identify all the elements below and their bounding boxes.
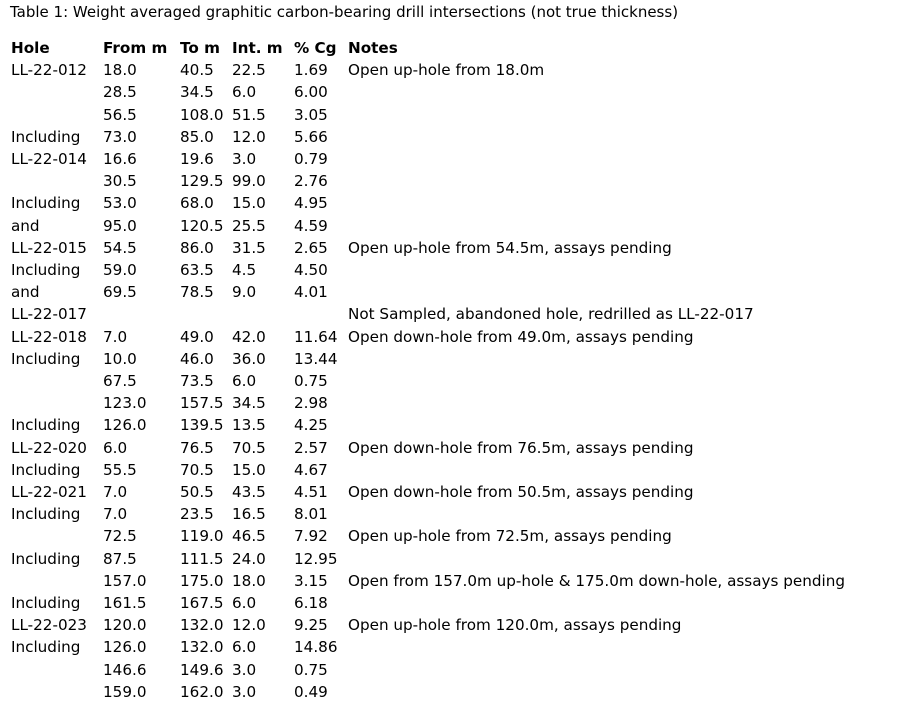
table-row [7,414,888,436]
cell-from: 59.0 [103,261,137,280]
cell-percent-cg: 14.86 [294,638,338,657]
cell-percent-cg: 2.76 [294,172,328,191]
cell-interval: 6.0 [232,594,257,613]
cell-interval: 18.0 [232,571,266,590]
cell-percent-cg: 2.57 [294,438,328,457]
cell-notes [344,215,888,237]
cell-hole: Including [11,505,81,524]
cell-from: 87.5 [103,549,137,568]
table-row [7,303,888,325]
cell-to: 50.5 [180,483,214,502]
header-percent-cg: % Cg [294,39,337,57]
cell-percent-cg: 4.01 [294,283,328,302]
cell-from: 16.6 [103,150,137,169]
cell-interval: 15.0 [232,460,266,479]
cell-hole: Including [11,261,81,280]
table-row [7,370,888,392]
cell-notes: Open up-hole from 120.0m, assays pending [348,616,682,635]
table-row [7,281,888,303]
cell-notes [344,459,888,481]
cell-from: 95.0 [103,216,137,235]
cell-interval: 9.0 [232,283,257,302]
cell-hole [7,570,99,592]
table-row [7,326,888,348]
cell-to: 175.0 [180,571,224,590]
cell-percent-cg [290,303,344,325]
cell-percent-cg: 2.65 [294,238,328,257]
cell-hole: and [11,283,40,302]
table-row [7,636,888,658]
cell-hole [7,525,99,547]
cell-hole [7,81,99,103]
cell-from: 73.0 [103,127,137,146]
cell-hole: LL-22-014 [11,150,87,169]
table-row [7,237,888,259]
cell-hole [7,659,99,681]
cell-from: 120.0 [103,616,147,635]
cell-hole: Including [11,194,81,213]
cell-notes [344,414,888,436]
cell-interval: 25.5 [232,216,266,235]
cell-interval: 36.0 [232,349,266,368]
table-row [7,681,888,703]
cell-hole [7,392,99,414]
cell-from: 157.0 [103,571,147,590]
table-row [7,614,888,636]
table-body [7,59,888,703]
cell-to: 46.0 [180,349,214,368]
cell-interval [228,303,290,325]
cell-percent-cg: 4.67 [294,460,328,479]
cell-to: 78.5 [180,283,214,302]
cell-notes [344,659,888,681]
table-header-row [7,37,888,59]
cell-interval: 12.0 [232,616,266,635]
cell-notes [344,681,888,703]
cell-to: 157.5 [180,394,224,413]
cell-percent-cg: 5.66 [294,127,328,146]
cell-hole: LL-22-020 [11,438,87,457]
cell-from: 69.5 [103,283,137,302]
cell-hole: LL-22-012 [11,61,87,80]
cell-notes [344,592,888,614]
cell-from: 55.5 [103,460,137,479]
cell-from: 18.0 [103,61,137,80]
table-row [7,592,888,614]
cell-interval: 46.5 [232,527,266,546]
cell-hole: LL-22-023 [11,616,87,635]
cell-to: 68.0 [180,194,214,213]
cell-hole: LL-22-015 [11,238,87,257]
table-row [7,392,888,414]
cell-from: 7.0 [103,483,128,502]
table-row [7,459,888,481]
cell-notes [344,81,888,103]
cell-interval: 99.0 [232,172,266,191]
header-interval: Int. m [232,39,283,57]
header-notes: Notes [348,39,398,57]
cell-to: 149.6 [180,660,224,679]
cell-interval: 16.5 [232,505,266,524]
cell-to: 49.0 [180,327,214,346]
cell-hole: Including [11,549,81,568]
cell-notes: Not Sampled, abandoned hole, redrilled as LL-22-017 [348,305,754,324]
cell-notes: Open up-hole from 54.5m, assays pending [348,238,672,257]
table-row [7,570,888,592]
cell-hole: Including [11,460,81,479]
cell-hole: Including [11,127,81,146]
cell-percent-cg: 3.15 [294,571,328,590]
cell-to: 132.0 [180,616,224,635]
cell-from: 7.0 [103,505,128,524]
cell-interval: 22.5 [232,61,266,80]
cell-from [99,303,176,325]
cell-hole [7,104,99,126]
cell-notes [344,170,888,192]
cell-hole: LL-22-017 [11,305,87,324]
cell-to: 129.5 [180,172,224,191]
cell-to: 34.5 [180,83,214,102]
cell-notes [344,126,888,148]
cell-to: 76.5 [180,438,214,457]
table-row [7,104,888,126]
cell-percent-cg: 4.50 [294,261,328,280]
cell-interval: 15.0 [232,194,266,213]
cell-to: 111.5 [180,549,224,568]
cell-percent-cg: 0.75 [294,372,328,391]
cell-percent-cg: 0.75 [294,660,328,679]
cell-hole: Including [11,594,81,613]
cell-from: 10.0 [103,349,137,368]
cell-interval: 6.0 [232,83,257,102]
cell-hole: Including [11,349,81,368]
cell-interval: 13.5 [232,416,266,435]
cell-from: 56.5 [103,105,137,124]
table-row [7,548,888,570]
cell-from: 72.5 [103,527,137,546]
cell-interval: 31.5 [232,238,266,257]
cell-percent-cg: 4.59 [294,216,328,235]
table-caption: Table 1: Weight averaged graphitic carbon-bearing drill intersections (not true thickness) [10,3,679,21]
cell-to: 108.0 [180,105,224,124]
cell-interval: 6.0 [232,638,257,657]
table-row [7,503,888,525]
cell-interval: 3.0 [232,682,257,701]
cell-notes: Open up-hole from 18.0m [348,61,545,80]
cell-from: 123.0 [103,394,147,413]
header-from: From m [103,39,168,57]
cell-percent-cg: 3.05 [294,105,328,124]
cell-percent-cg: 0.49 [294,682,328,701]
cell-percent-cg: 4.95 [294,194,328,213]
cell-notes: Open up-hole from 72.5m, assays pending [348,527,672,546]
cell-notes: Open down-hole from 76.5m, assays pending [348,438,694,457]
cell-percent-cg: 6.00 [294,83,328,102]
cell-to: 40.5 [180,61,214,80]
table-row [7,126,888,148]
cell-from: 146.6 [103,660,147,679]
table-row [7,192,888,214]
cell-notes [344,104,888,126]
table-row [7,525,888,547]
cell-interval: 3.0 [232,150,257,169]
cell-from: 30.5 [103,172,137,191]
cell-notes [344,281,888,303]
drill-intersections-table [7,37,888,703]
cell-interval: 12.0 [232,127,266,146]
cell-from: 159.0 [103,682,147,701]
cell-from: 54.5 [103,238,137,257]
cell-hole [7,370,99,392]
cell-interval: 24.0 [232,549,266,568]
cell-hole: LL-22-021 [11,483,87,502]
cell-to: 19.6 [180,150,214,169]
cell-from: 67.5 [103,372,137,391]
cell-to: 120.5 [180,216,224,235]
cell-notes [344,392,888,414]
cell-interval: 70.5 [232,438,266,457]
cell-interval: 34.5 [232,394,266,413]
cell-from: 126.0 [103,416,147,435]
cell-to: 63.5 [180,261,214,280]
cell-notes [344,548,888,570]
cell-percent-cg: 13.44 [294,349,338,368]
cell-to: 167.5 [180,594,224,613]
cell-notes [344,503,888,525]
cell-from: 53.0 [103,194,137,213]
cell-percent-cg: 4.51 [294,483,328,502]
cell-percent-cg: 4.25 [294,416,328,435]
cell-notes: Open down-hole from 49.0m, assays pending [348,327,694,346]
cell-to: 73.5 [180,372,214,391]
table-row [7,148,888,170]
cell-hole: and [11,216,40,235]
cell-interval: 51.5 [232,105,266,124]
table-row [7,348,888,370]
cell-percent-cg: 2.98 [294,394,328,413]
header-hole: Hole [11,39,50,57]
cell-to [176,303,228,325]
cell-hole [7,681,99,703]
cell-hole: Including [11,638,81,657]
cell-notes [344,348,888,370]
table-row [7,215,888,237]
cell-hole: LL-22-018 [11,327,87,346]
cell-notes: Open down-hole from 50.5m, assays pending [348,483,694,502]
cell-percent-cg: 9.25 [294,616,328,635]
cell-percent-cg: 8.01 [294,505,328,524]
header-to: To m [180,39,220,57]
cell-notes [344,259,888,281]
cell-percent-cg: 6.18 [294,594,328,613]
cell-percent-cg: 7.92 [294,527,328,546]
cell-hole [7,170,99,192]
cell-to: 23.5 [180,505,214,524]
table-row [7,437,888,459]
cell-interval: 4.5 [232,261,257,280]
cell-from: 126.0 [103,638,147,657]
cell-to: 70.5 [180,460,214,479]
cell-from: 28.5 [103,83,137,102]
cell-from: 161.5 [103,594,147,613]
cell-interval: 42.0 [232,327,266,346]
cell-from: 6.0 [103,438,128,457]
cell-interval: 43.5 [232,483,266,502]
cell-notes [344,636,888,658]
cell-to: 85.0 [180,127,214,146]
cell-notes [344,148,888,170]
cell-to: 139.5 [180,416,224,435]
cell-to: 86.0 [180,238,214,257]
cell-from: 7.0 [103,327,128,346]
cell-to: 119.0 [180,527,224,546]
cell-notes [344,192,888,214]
table-row [7,259,888,281]
cell-to: 132.0 [180,638,224,657]
table-row [7,170,888,192]
cell-interval: 6.0 [232,372,257,391]
cell-percent-cg: 1.69 [294,61,328,80]
table-row [7,81,888,103]
table-row [7,659,888,681]
cell-to: 162.0 [180,682,224,701]
cell-percent-cg: 11.64 [294,327,338,346]
table-row [7,59,888,81]
cell-percent-cg: 0.79 [294,150,328,169]
table-row [7,481,888,503]
cell-percent-cg: 12.95 [294,549,338,568]
cell-notes [344,370,888,392]
cell-interval: 3.0 [232,660,257,679]
cell-notes: Open from 157.0m up-hole & 175.0m down-hole, assays pending [348,571,845,590]
cell-hole: Including [11,416,81,435]
